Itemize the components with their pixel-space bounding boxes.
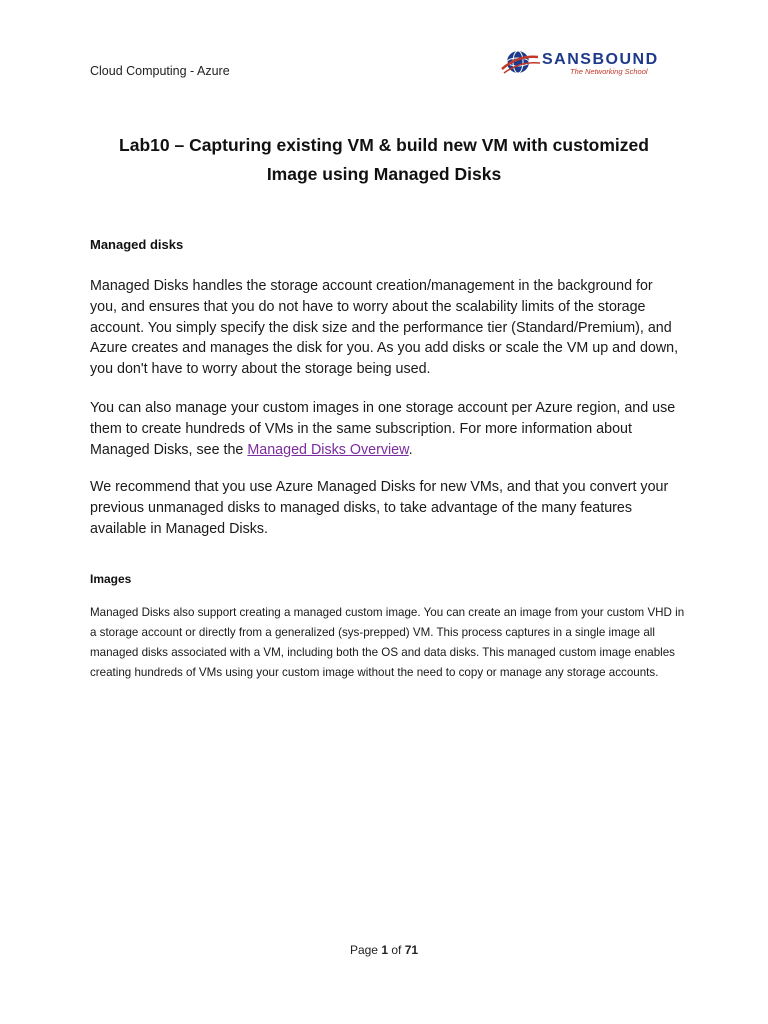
total-pages-number: 71: [404, 943, 419, 957]
section-heading-managed-disks: Managed disks: [90, 237, 184, 252]
current-page-number: 1: [381, 943, 388, 957]
logo-wordmark: SANSBOUND: [542, 51, 659, 68]
of-label: of: [391, 943, 402, 957]
page-title-line-2: Image using Managed Disks: [266, 164, 502, 184]
paragraph-text: You can also manage your custom images in one storage account per Azure region, and use them to create hundreds of VMs in the same subscription. For more information about Managed Disks, see the: [90, 400, 676, 458]
page-label: Page: [349, 943, 378, 957]
page-title-line-1: Lab10 – Capturing existing VM & build new VM with customized: [119, 135, 649, 155]
page-title: [90, 131, 678, 189]
paragraph-text-end: .: [408, 441, 413, 458]
globe-icon: [500, 47, 542, 79]
paragraph-managed-disks-intro: Managed Disks handles the storage account creation/management in the background for you, and ensures that you do not have to worry about the scalability limits of the storage account. You simply specify the disk size and the performance tier (Standard/Premium), and Azure creates and manages the disk for you. As you add disks or scale the VM up and down, you don't have to worry about the storage being used.: [90, 278, 679, 378]
page-footer: [0, 943, 768, 957]
managed-disks-overview-link[interactable]: Managed Disks Overview: [247, 441, 409, 458]
logo-tagline: The Networking School: [570, 67, 648, 76]
paragraph-recommendation: We recommend that you use Azure Managed Disks for new VMs, and that you convert your previous unmanaged disks to managed disks, to take advantage of the many features available in Managed Disks.: [90, 479, 669, 537]
section-heading-images: Images: [90, 572, 132, 586]
header-title: Cloud Computing - Azure: [90, 64, 230, 78]
paragraph-images: Managed Disks also support creating a managed custom image. You can create an image from your custom VHD in a storage account or directly from a generalized (sys-prepped) VM. This process captures in a single image all managed disks associated with a VM, including both the OS and data disks. This managed custom image enables creating hundreds of VMs using your custom image without the need to copy or manage any storage accounts.: [90, 606, 685, 679]
paragraph-custom-images: [90, 398, 682, 460]
sansbound-logo: [500, 47, 675, 79]
